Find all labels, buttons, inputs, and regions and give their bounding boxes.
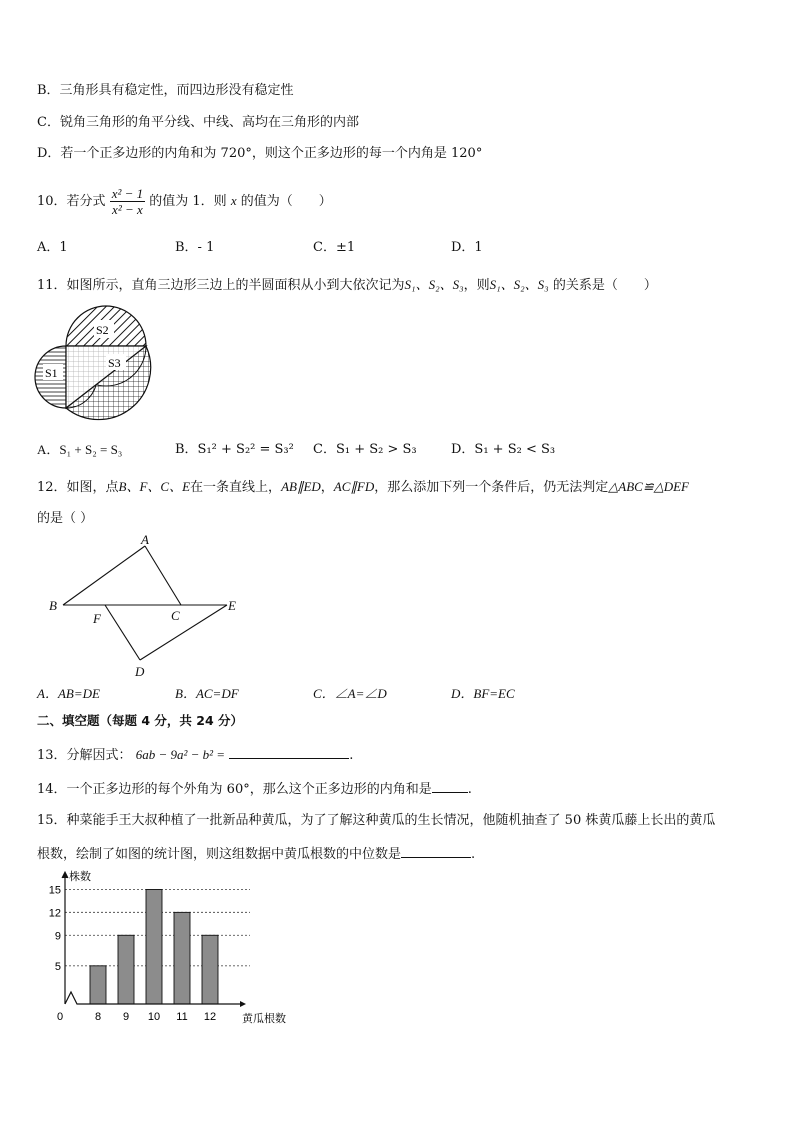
q12-option-a: A．AB=DE	[37, 686, 100, 701]
q11-text-a: 11．如图所示，直角三边形三边上的半圆面积从小到大依次记为	[37, 278, 405, 293]
q10-stem	[37, 183, 332, 220]
q9-option-c: C．锐角三角形的角平分线、中线、高均在三角形的内部	[37, 115, 359, 130]
q14-text: 14．一个正多边形的每个外角为 60°，那么这个正多边形的内角和是	[37, 782, 432, 797]
q11-s-list-2: S₁、S₂、S₃	[489, 277, 549, 292]
q10-suffix-b: 的值为（ ）	[240, 194, 332, 209]
q12-stem-line2: 的是（ ）	[37, 511, 94, 526]
q12-option-b: B．AC=DF	[175, 686, 239, 701]
bar-9	[118, 935, 134, 1004]
q9-option-b: B．三角形具有稳定性，而四边形没有稳定性	[37, 83, 294, 98]
q12-option-c: C．∠A=∠D	[313, 686, 387, 701]
q14-answer-blank[interactable]	[432, 779, 468, 793]
q10-suffix-a: 的值为 1．则	[149, 194, 227, 209]
x-tick-label-10: 10	[147, 1011, 161, 1023]
q11-option-b: B．S₁² + S₂² = S₃²	[175, 442, 294, 457]
q10-numerator: x² − 1	[111, 186, 144, 201]
q9-option-d: D．若一个正多边形的内角和为 720°，则这个正多边形的每一个内角是 120°	[37, 146, 483, 161]
q13-expr: 6ab − 9a² − b² =	[135, 747, 226, 762]
q12-points: B、F、C、E	[118, 479, 191, 494]
x-tick-label-11: 11	[176, 1011, 188, 1023]
x-tick-label-8: 8	[94, 1011, 102, 1023]
q13	[37, 745, 353, 765]
q12-parallel-2: AC∥FD	[333, 479, 375, 494]
q10-option-d: D．1	[451, 240, 483, 255]
y-tick-label-12: 12	[48, 907, 61, 920]
label-e: E	[228, 598, 236, 613]
q10-option-a: A．1	[37, 240, 68, 255]
cucumber-bar-chart	[40, 868, 300, 1028]
q10-option-b: B．- 1	[175, 240, 215, 255]
q12-text-a: 12．如图，点	[37, 480, 119, 495]
y-tick-label-9: 9	[54, 930, 61, 943]
bar-11	[174, 912, 190, 1004]
q14	[37, 779, 472, 799]
s1-label: S1	[45, 366, 58, 380]
q10-denominator: x² − x	[112, 202, 143, 217]
s3-label: S3	[108, 356, 121, 370]
q12-triangle-figure	[45, 532, 245, 680]
q15-line1: 15．种菜能手王大叔种植了一批新品种黄瓜，为了了解这种黄瓜的生长情况，他随机抽查了 50 株黄瓜藤上长出的黄瓜	[37, 813, 716, 828]
q10-prefix: 10．若分式	[37, 194, 106, 209]
q13-text: 13．分解因式：	[37, 748, 132, 763]
label-c: C	[171, 608, 180, 623]
q15-end: .	[471, 847, 476, 862]
q15-text: 根数，绘制了如图的统计图，则这组数据中黄瓜根数的中位数是	[37, 847, 402, 862]
label-a: A	[141, 532, 149, 547]
q12-parallel-1: AB∥ED	[281, 479, 321, 494]
q11-semicircle-figure	[38, 306, 156, 412]
q13-end: .	[349, 748, 354, 763]
origin-label: 0	[57, 1011, 64, 1023]
q11-option-a: A．S₁ + S₂ = S₃	[37, 442, 123, 457]
q10-var: x	[230, 193, 237, 208]
q11-option-d: D．S₁ + S₂ < S₃	[451, 442, 556, 457]
q11-text-b: ，则	[463, 278, 490, 293]
q10-fraction	[110, 186, 145, 217]
y-tick-label-15: 15	[48, 884, 61, 897]
x-axis-arrow	[240, 1001, 246, 1007]
y-tick-label-5: 5	[54, 960, 61, 973]
q13-answer-blank[interactable]	[229, 745, 349, 759]
q14-end: .	[467, 782, 472, 797]
label-f: F	[93, 611, 101, 626]
x-axis-title: 黄瓜根数	[242, 1012, 286, 1025]
q12-text-c: ，那么添加下列一个条件后，仍无法判定	[374, 480, 609, 495]
bar-10	[146, 889, 162, 1004]
bar-12	[202, 935, 218, 1004]
q12-option-d: D．BF=EC	[451, 686, 515, 701]
q12-stem	[37, 478, 689, 497]
s2-label: S2	[96, 323, 109, 337]
q15-answer-blank[interactable]	[401, 844, 471, 858]
y-axis-arrow	[62, 872, 68, 878]
label-d: D	[135, 664, 145, 679]
x-tick-label-12: 12	[203, 1011, 217, 1023]
label-b: B	[49, 598, 57, 613]
q12-text-b: 在一条直线上，	[190, 480, 282, 495]
q12-congruence: △ABC≌△DEF	[608, 479, 689, 494]
bar-8	[90, 966, 106, 1004]
q11-text-c: 的关系是（ ）	[552, 278, 657, 293]
q10-option-c: C．±1	[313, 240, 356, 255]
x-tick-label-9: 9	[122, 1011, 130, 1023]
q12-sep: ，	[320, 480, 334, 495]
q15-line2	[37, 844, 475, 864]
q11-s-list-1: S₁、S₂、S₃	[404, 277, 464, 292]
y-axis-title: 株数	[69, 870, 91, 883]
section-2-heading: 二、填空题（每题 4 分，共 24 分）	[37, 713, 244, 728]
q11-option-c: C．S₁ + S₂ > S₃	[313, 442, 417, 457]
q11-stem	[37, 276, 657, 295]
